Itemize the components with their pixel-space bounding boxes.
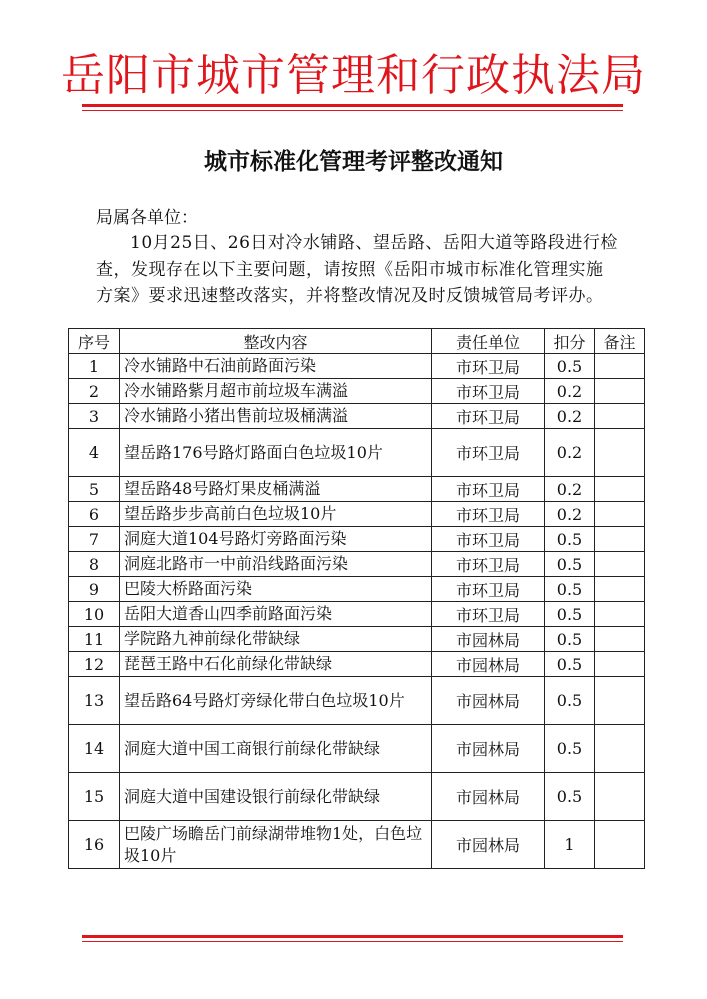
row-number: 13 bbox=[69, 677, 120, 725]
row-number: 12 bbox=[69, 652, 120, 677]
row-remark bbox=[595, 477, 645, 502]
row-remark bbox=[595, 527, 645, 552]
row-responsible-unit: 市环卫局 bbox=[432, 379, 545, 404]
header-unit: 责任单位 bbox=[432, 329, 545, 354]
row-deduction: 0.5 bbox=[545, 725, 595, 773]
row-responsible-unit: 市环卫局 bbox=[432, 354, 545, 379]
row-remark bbox=[595, 602, 645, 627]
row-number: 2 bbox=[69, 379, 120, 404]
table-row bbox=[69, 602, 645, 627]
row-deduction: 0.5 bbox=[545, 652, 595, 677]
row-number: 14 bbox=[69, 725, 120, 773]
row-number: 6 bbox=[69, 502, 120, 527]
table-row bbox=[69, 404, 645, 429]
row-remark bbox=[595, 677, 645, 725]
row-number: 8 bbox=[69, 552, 120, 577]
row-remark bbox=[595, 379, 645, 404]
row-responsible-unit: 市园林局 bbox=[432, 677, 545, 725]
row-content: 冷水铺路紫月超市前垃圾车满溢 bbox=[120, 379, 432, 404]
header-no: 序号 bbox=[69, 329, 120, 354]
row-content: 望岳路48号路灯果皮桶满溢 bbox=[120, 477, 432, 502]
row-deduction: 0.2 bbox=[545, 379, 595, 404]
row-remark bbox=[595, 821, 645, 869]
row-content: 洞庭大道中国建设银行前绿化带缺绿 bbox=[120, 773, 432, 821]
row-responsible-unit: 市环卫局 bbox=[432, 552, 545, 577]
row-content: 洞庭大道104号路灯旁路面污染 bbox=[120, 527, 432, 552]
letterhead-rule-thick bbox=[82, 104, 623, 107]
table-body bbox=[69, 354, 645, 869]
row-number: 4 bbox=[69, 429, 120, 477]
row-content: 巴陵大桥路面污染 bbox=[120, 577, 432, 602]
table-row bbox=[69, 502, 645, 527]
row-responsible-unit: 市园林局 bbox=[432, 652, 545, 677]
row-remark bbox=[595, 627, 645, 652]
row-content: 巴陵广场瞻岳门前绿湖带堆物1处，白色垃圾10片 bbox=[120, 821, 432, 869]
header-remark: 备注 bbox=[595, 329, 645, 354]
row-remark bbox=[595, 552, 645, 577]
row-remark bbox=[595, 404, 645, 429]
row-deduction: 0.5 bbox=[545, 527, 595, 552]
body-paragraph: 10月25日、26日对冷水铺路、望岳路、岳阳大道等路段进行检查，发现存在以下主要问题，请按照《岳阳市城市标准化管理实施方案》要求迅速整改落实，并将整改情况及时反馈城管局考评办。 bbox=[96, 233, 618, 306]
table-row bbox=[69, 725, 645, 773]
row-content: 望岳路176号路灯路面白色垃圾10片 bbox=[120, 429, 432, 477]
table-row bbox=[69, 527, 645, 552]
header-content: 整改内容 bbox=[120, 329, 432, 354]
letterhead-rule-thin bbox=[82, 110, 623, 111]
row-deduction: 0.5 bbox=[545, 627, 595, 652]
table-row bbox=[69, 379, 645, 404]
footer-rule-thick bbox=[82, 935, 623, 938]
row-deduction: 0.5 bbox=[545, 677, 595, 725]
row-remark bbox=[595, 773, 645, 821]
row-content: 洞庭大道中国工商银行前绿化带缺绿 bbox=[120, 725, 432, 773]
row-deduction: 0.2 bbox=[545, 404, 595, 429]
row-responsible-unit: 市环卫局 bbox=[432, 577, 545, 602]
row-responsible-unit: 市环卫局 bbox=[432, 502, 545, 527]
table-row bbox=[69, 577, 645, 602]
row-number: 10 bbox=[69, 602, 120, 627]
table-row bbox=[69, 821, 645, 869]
row-responsible-unit: 市园林局 bbox=[432, 773, 545, 821]
row-deduction: 0.2 bbox=[545, 477, 595, 502]
row-responsible-unit: 市环卫局 bbox=[432, 429, 545, 477]
row-number: 3 bbox=[69, 404, 120, 429]
row-remark bbox=[595, 652, 645, 677]
row-deduction: 0.2 bbox=[545, 429, 595, 477]
header-deduction: 扣分 bbox=[545, 329, 595, 354]
row-responsible-unit: 市园林局 bbox=[432, 627, 545, 652]
row-number: 16 bbox=[69, 821, 120, 869]
table-row bbox=[69, 773, 645, 821]
issues-table bbox=[68, 328, 645, 869]
document-title: 城市标准化管理考评整改通知 bbox=[204, 148, 503, 175]
table-row bbox=[69, 652, 645, 677]
row-content: 冷水铺路中石油前路面污染 bbox=[120, 354, 432, 379]
table-row bbox=[69, 477, 645, 502]
row-number: 11 bbox=[69, 627, 120, 652]
row-remark bbox=[595, 502, 645, 527]
row-deduction: 1 bbox=[545, 821, 595, 869]
row-content: 琵琶王路中石化前绿化带缺绿 bbox=[120, 652, 432, 677]
row-deduction: 0.5 bbox=[545, 773, 595, 821]
table-row bbox=[69, 429, 645, 477]
table-row bbox=[69, 627, 645, 652]
row-deduction: 0.2 bbox=[545, 502, 595, 527]
row-number: 15 bbox=[69, 773, 120, 821]
row-number: 9 bbox=[69, 577, 120, 602]
row-content: 冷水铺路小猪出售前垃圾桶满溢 bbox=[120, 404, 432, 429]
row-deduction: 0.5 bbox=[545, 602, 595, 627]
salutation: 局属各单位： bbox=[96, 208, 198, 228]
table-row bbox=[69, 354, 645, 379]
row-remark bbox=[595, 725, 645, 773]
row-deduction: 0.5 bbox=[545, 577, 595, 602]
table-row bbox=[69, 552, 645, 577]
row-content: 岳阳大道香山四季前路面污染 bbox=[120, 602, 432, 627]
table-header-row bbox=[69, 329, 645, 354]
row-number: 7 bbox=[69, 527, 120, 552]
row-responsible-unit: 市园林局 bbox=[432, 725, 545, 773]
row-remark bbox=[595, 354, 645, 379]
row-responsible-unit: 市环卫局 bbox=[432, 527, 545, 552]
row-content: 学院路九神前绿化带缺绿 bbox=[120, 627, 432, 652]
row-content: 洞庭北路市一中前沿线路面污染 bbox=[120, 552, 432, 577]
row-responsible-unit: 市环卫局 bbox=[432, 404, 545, 429]
row-deduction: 0.5 bbox=[545, 552, 595, 577]
table-row bbox=[69, 677, 645, 725]
row-content: 望岳路步步高前白色垃圾10片 bbox=[120, 502, 432, 527]
row-number: 1 bbox=[69, 354, 120, 379]
row-deduction: 0.5 bbox=[545, 354, 595, 379]
row-remark bbox=[595, 429, 645, 477]
row-remark bbox=[595, 577, 645, 602]
row-responsible-unit: 市环卫局 bbox=[432, 602, 545, 627]
letterhead-title: 岳阳市城市管理和行政执法局 bbox=[61, 50, 646, 101]
row-content: 望岳路64号路灯旁绿化带白色垃圾10片 bbox=[120, 677, 432, 725]
row-number: 5 bbox=[69, 477, 120, 502]
footer-rule-thin bbox=[82, 941, 623, 942]
row-responsible-unit: 市园林局 bbox=[432, 821, 545, 869]
row-responsible-unit: 市环卫局 bbox=[432, 477, 545, 502]
